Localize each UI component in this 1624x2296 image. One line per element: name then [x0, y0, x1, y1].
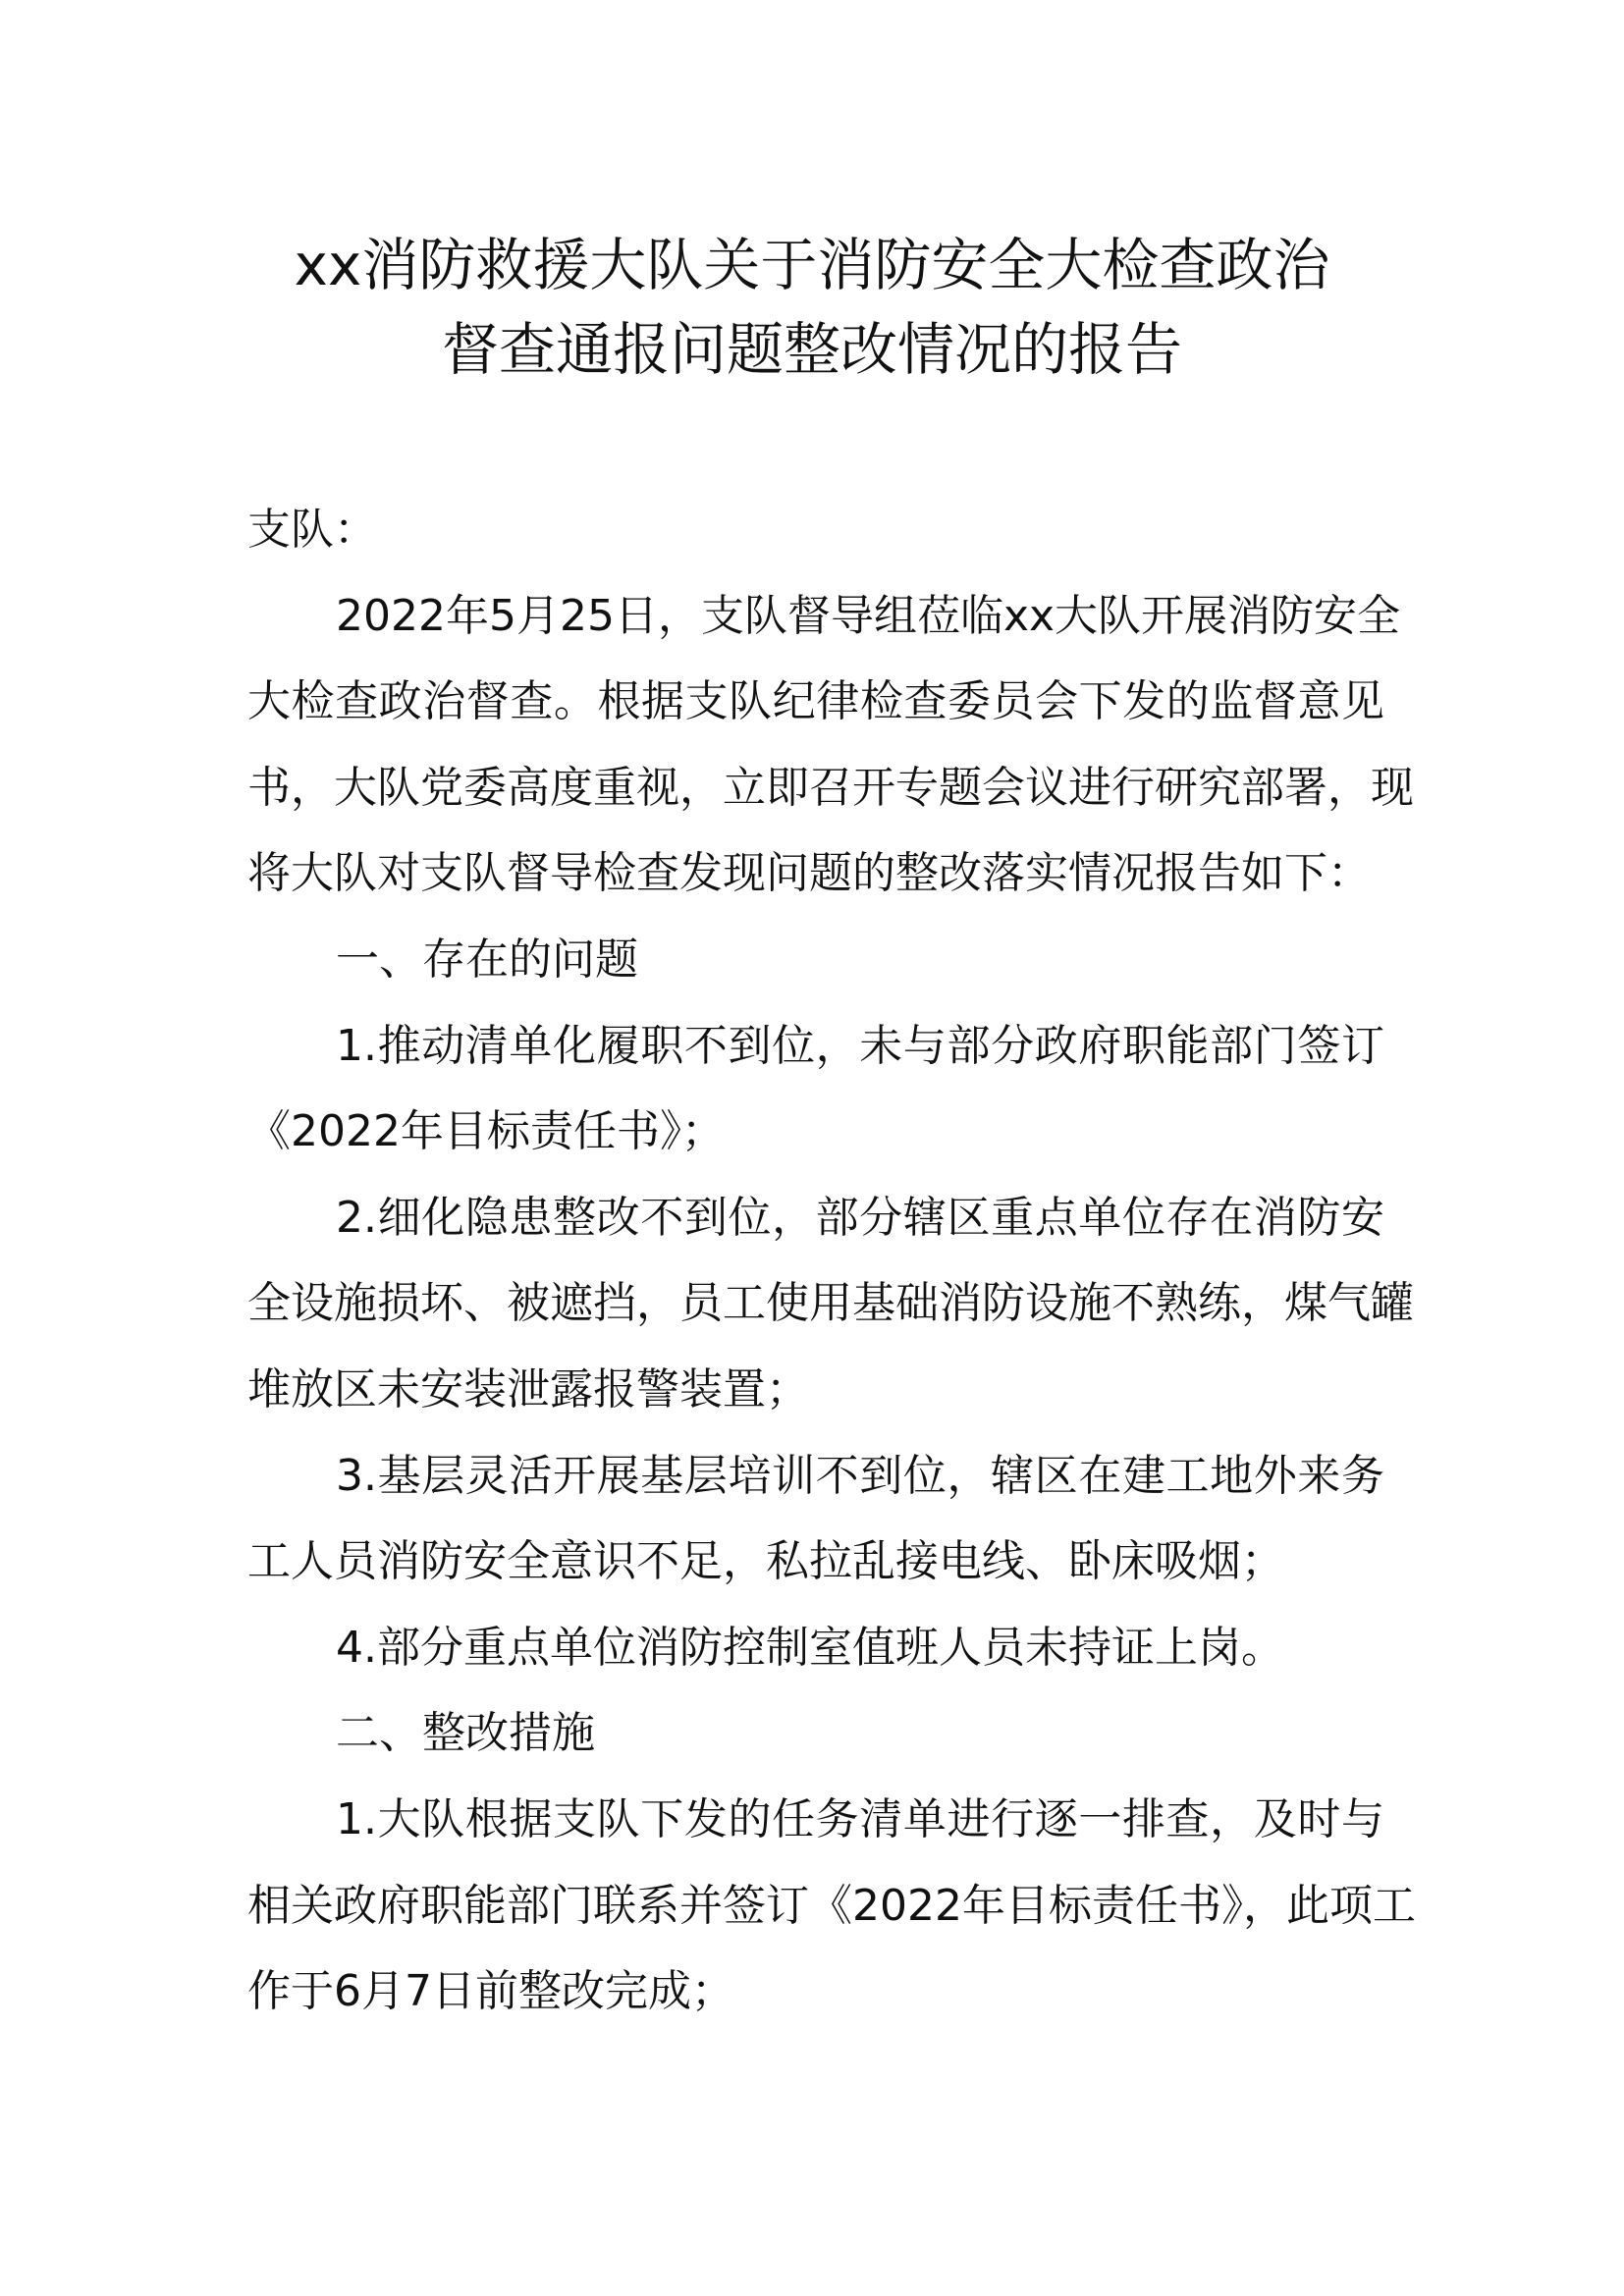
document-body: [247, 487, 1416, 2035]
text-line: 大检查政治督查。根据支队纪律检查委员会下发的监督意见: [247, 676, 1384, 727]
text-line: 相关政府职能部门联系并签订《2022年目标责任书》，此项工: [247, 1880, 1416, 1931]
text-line: 工人员消防安全意识不足，私拉乱接电线、卧床吸烟；: [247, 1536, 1284, 1587]
text-line: 2.细化隐患整改不到位，部分辖区重点单位存在消防安: [336, 1192, 1384, 1243]
text-line: 全设施损坏、被遮挡，员工使用基础消防设施不熟练，煤气罐: [247, 1278, 1414, 1329]
problem-item-1: [247, 1003, 1384, 1175]
document-title: [0, 223, 1624, 392]
text-line: 3.基层灵活开展基层培训不到位，辖区在建工地外来务: [336, 1450, 1384, 1501]
text-line: 将大队对支队督导检查发现问题的整改落实情况报告如下：: [247, 848, 1371, 899]
section-heading-problems: 一、存在的问题: [336, 934, 638, 985]
text-line: 1.大队根据支队下发的任务清单进行逐一排查，及时与: [336, 1793, 1384, 1844]
text-line: 堆放区未安装泄露报警装置；: [247, 1363, 809, 1415]
title-line-2: 督查通报问题整改情况的报告: [441, 316, 1182, 383]
problem-item-2: [247, 1175, 1414, 1433]
title-line-1: xx消防救援大队关于消防安全大检查政治: [294, 232, 1330, 298]
text-line: 《2022年目标责任书》；: [247, 1106, 725, 1157]
problem-item-3: [247, 1433, 1384, 1605]
text-line: 2022年5月25日，支队督导组莅临xx大队开展消防安全: [336, 590, 1401, 641]
salutation: 支队：: [247, 505, 377, 555]
text-line: 作于6月7日前整改完成；: [247, 1966, 734, 2017]
text-line: 书，大队党委高度重视，立即召开专题会议进行研究部署，现: [247, 762, 1414, 813]
section-heading-measures: 二、整改措施: [336, 1708, 595, 1759]
paragraph-intro: [247, 573, 1414, 917]
problem-item-4: 4.部分重点单位消防控制室值班人员未持证上岗。: [336, 1622, 1284, 1673]
measure-item-1: [247, 1777, 1416, 2035]
text-line: 1.推动清单化履职不到位，未与部分政府职能部门签订: [336, 1020, 1384, 1071]
